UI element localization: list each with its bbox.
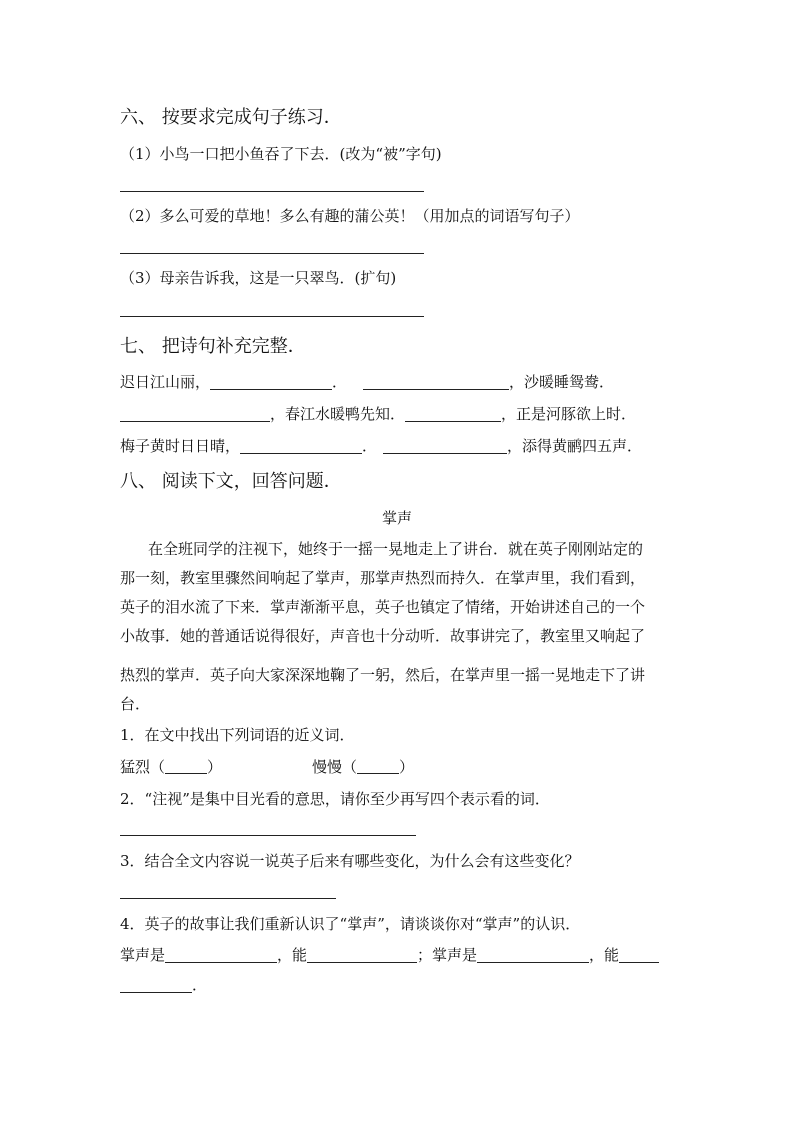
section-7-title: 七、 把诗句补充完整． — [120, 336, 306, 357]
passage-title: 掌声 — [381, 509, 412, 527]
synonym-word: 猛烈（ — [120, 758, 166, 776]
poem-text: ，正是河豚欲上时． — [501, 405, 637, 423]
poem-blank[interactable] — [210, 373, 332, 390]
poem-text: ． — [332, 373, 348, 391]
synonym-row — [312, 757, 414, 777]
question-8-1: 1．在文中找出下列词语的近义词． — [120, 726, 355, 744]
synonym-word: 慢慢（ — [312, 758, 358, 776]
answer-line-6-2[interactable] — [120, 253, 424, 254]
passage-line: 热烈的掌声．英子向大家深深地鞠了一躬，然后，在掌声里一摇一晃地走下了讲 — [120, 666, 646, 684]
question-8-3: 3．结合全文内容说一说英子后来有哪些变化，为什么会有这些变化？ — [120, 852, 580, 870]
answer-end: ． — [192, 976, 208, 994]
answer-blank[interactable] — [307, 946, 417, 963]
paren-close: ） — [207, 758, 223, 776]
passage-line: 在全班同学的注视下，她终于一摇一晃地走上了讲台．就在英子刚刚站定的 — [148, 540, 644, 558]
poem-blank[interactable] — [363, 373, 509, 390]
answer-line-8-2[interactable] — [120, 835, 416, 836]
poem-blank[interactable] — [240, 437, 362, 454]
answer-line-8-3[interactable] — [120, 898, 336, 899]
answer-text: ，能 — [589, 946, 620, 964]
passage-line: 台． — [120, 695, 151, 713]
poem-line-3 — [120, 436, 642, 456]
section-8-title: 八、 阅读下文，回答问题． — [120, 471, 342, 492]
poem-text: ，春江水暖鸭先知． — [270, 405, 406, 423]
answer-text: ，能 — [277, 946, 308, 964]
poem-blank[interactable] — [405, 405, 501, 422]
answer-blank[interactable] — [477, 946, 589, 963]
answer-blank[interactable] — [120, 976, 192, 993]
poem-text: 迟日江山丽， — [120, 373, 211, 391]
paren-close: ） — [399, 758, 415, 776]
poem-line-2 — [120, 404, 636, 424]
answer-line-6-1[interactable] — [120, 191, 424, 192]
poem-text: ，沙暖睡鸳鸯． — [509, 373, 615, 391]
synonym-blank[interactable] — [357, 759, 399, 774]
answer-blank[interactable] — [165, 946, 277, 963]
passage-line: 小故事．她的普通话说得很好，声音也十分动听．故事讲完了，教室里又响起了 — [120, 627, 646, 645]
passage-line: 那一刻，教室里骤然间响起了掌声，那掌声热烈而持久．在掌声里，我们看到， — [120, 569, 646, 587]
answer-row-8-4 — [120, 945, 659, 965]
poem-blank[interactable] — [120, 405, 270, 422]
question-6-2: （2）多么可爱的草地！多么有趣的蒲公英！（用加点的词语写句子） — [120, 207, 580, 225]
passage-line: 英子的泪水流了下来．掌声渐渐平息，英子也镇定了情绪，开始讲述自己的一个 — [120, 598, 646, 616]
synonym-row — [120, 757, 222, 777]
section-6-title: 六、 按要求完成句子练习． — [120, 107, 342, 128]
answer-blank[interactable] — [619, 946, 659, 963]
question-6-1: （1）小鸟一口把小鱼吞了下去．(改为“被”字句) — [120, 145, 442, 163]
answer-prefix: 掌声是 — [120, 946, 166, 964]
question-6-3: （3）母亲告诉我，这是一只翠鸟．(扩句) — [120, 269, 397, 287]
answer-row-8-4-cont — [120, 975, 207, 995]
poem-text: ，添得黄鹂四五声． — [507, 437, 643, 455]
poem-blank[interactable] — [383, 437, 507, 454]
poem-line-1 — [120, 372, 614, 392]
poem-text: ． — [362, 437, 378, 455]
synonym-blank[interactable] — [165, 759, 207, 774]
answer-text: ；掌声是 — [417, 946, 478, 964]
poem-text: 梅子黄时日日晴， — [120, 437, 241, 455]
answer-line-6-3[interactable] — [120, 316, 424, 317]
question-8-2: 2．“注视”是集中目光看的意思，请你至少再写四个表示看的词． — [120, 790, 550, 808]
question-8-4: 4．英子的故事让我们重新认识了“掌声”，请谈谈你对“掌声”的认识． — [120, 915, 581, 933]
